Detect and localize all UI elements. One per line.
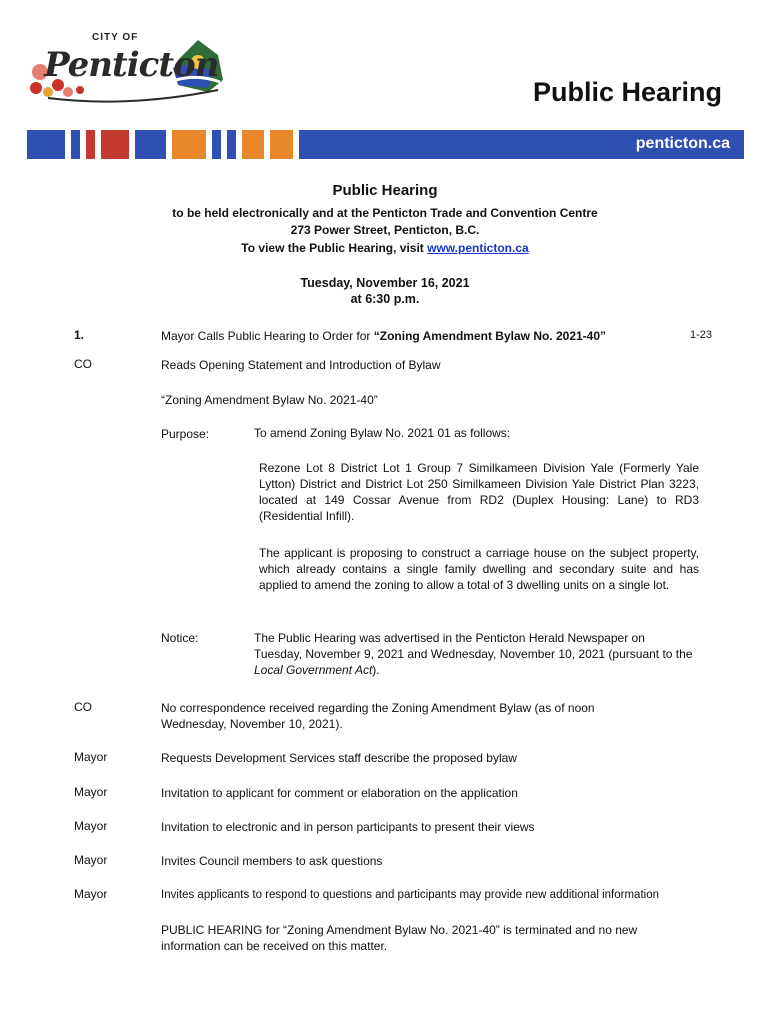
- website-url[interactable]: penticton.ca: [635, 135, 730, 152]
- stripe-block: [27, 130, 65, 159]
- item-number: 1.: [74, 328, 85, 342]
- notice-label: Notice:: [161, 631, 199, 645]
- step-text-line: No correspondence received regarding the Zoning Amendment Bylaw (as of noon: [161, 701, 595, 715]
- step-text: Invitation to electronic and in person participants to present their views: [161, 820, 535, 834]
- step-text: Invitation to applicant for comment or elaboration on the application: [161, 786, 518, 800]
- purpose-paragraph-1: Rezone Lot 8 District Lot 1 Group 7 Similkameen Division Yale (Formerly Yale Lytton) District and District Lot 250 Similkameen Division Yale District Plan 3223, located at 149 Cossar Avenue from RD2 (Duplex Housing: Lane) to RD3 (Residential Infill).: [259, 461, 699, 523]
- step-label: Mayor: [74, 785, 108, 799]
- item-1-prefix: Mayor Calls Public Hearing to Order for: [161, 329, 374, 343]
- row-text: Reads Opening Statement and Introduction of Bylaw: [161, 358, 441, 372]
- header-title: Public Hearing: [532, 77, 722, 107]
- notice-line-1: to be held electronically and at the Penticton Trade and Convention Centre: [172, 206, 598, 220]
- notice-view-line: [0, 241, 770, 255]
- step-label: CO: [74, 700, 92, 714]
- stripe-block: [101, 130, 129, 159]
- notice-act-name: Local Government Act: [254, 663, 373, 677]
- step-text: [161, 700, 595, 732]
- step-text: Invites Council members to ask questions: [161, 854, 383, 868]
- step-text-line: Wednesday, November 10, 2021).: [161, 717, 343, 731]
- step-label: Mayor: [74, 750, 108, 764]
- row-label: CO: [74, 357, 92, 371]
- purpose-intro: To amend Zoning Bylaw No. 2021 01 as follows:: [254, 426, 511, 440]
- notice-title: Public Hearing: [332, 182, 438, 199]
- notice-view-prefix: To view the Public Hearing, visit: [241, 241, 428, 255]
- step-label: Mayor: [74, 887, 108, 901]
- logo-city-of: CITY OF: [92, 32, 139, 43]
- closing-statement: [161, 922, 637, 954]
- stripe-block: [270, 130, 293, 159]
- hearing-time: at 6:30 p.m.: [350, 292, 420, 306]
- step-text: Requests Development Services staff describe the proposed bylaw: [161, 751, 517, 765]
- stripe-block: [212, 130, 221, 159]
- hearing-date: Tuesday, November 16, 2021: [300, 276, 470, 290]
- notice-address: 273 Power Street, Penticton, B.C.: [290, 223, 480, 237]
- stripe-block: [135, 130, 166, 159]
- step-text: Invites applicants to respond to questions and participants may provide new additional information: [161, 889, 659, 901]
- notice-text-suffix: ).: [372, 663, 380, 677]
- stripe-block: [242, 130, 264, 159]
- step-label: Mayor: [74, 819, 108, 833]
- item-1-text: [161, 328, 606, 344]
- step-label: Mayor: [74, 853, 108, 867]
- logo-name: Penticton: [44, 45, 219, 85]
- website-link[interactable]: www.penticton.ca: [427, 241, 529, 255]
- stripe-block: [227, 130, 236, 159]
- stripe-block: [71, 130, 80, 159]
- purpose-label: Purpose:: [161, 427, 210, 441]
- notice-text-prefix: The Public Hearing was advertised in the Penticton Herald Newspaper on Tuesday, November 9, 2021 and Wednesday, November 10, 2021 (pursuant to the: [254, 631, 693, 661]
- page-reference[interactable]: 1-23: [690, 329, 713, 341]
- closing-line: information can be received on this matter.: [161, 939, 388, 953]
- purpose-paragraph-2: The applicant is proposing to construct a carriage house on the subject property, which already contains a single family dwelling and secondary suite and has applied to amend the zoning to allow a total of 3 dwelling units on a single lot.: [259, 546, 699, 592]
- stripe-block: [86, 130, 95, 159]
- item-1-bylaw-name: “Zoning Amendment Bylaw No. 2021-40”: [373, 329, 607, 343]
- notice-text: [254, 630, 694, 678]
- closing-line: PUBLIC HEARING for “Zoning Amendment Bylaw No. 2021-40” is terminated and no new: [161, 923, 638, 937]
- bylaw-name: “Zoning Amendment Bylaw No. 2021-40”: [161, 393, 378, 407]
- stripe-block: [172, 130, 206, 159]
